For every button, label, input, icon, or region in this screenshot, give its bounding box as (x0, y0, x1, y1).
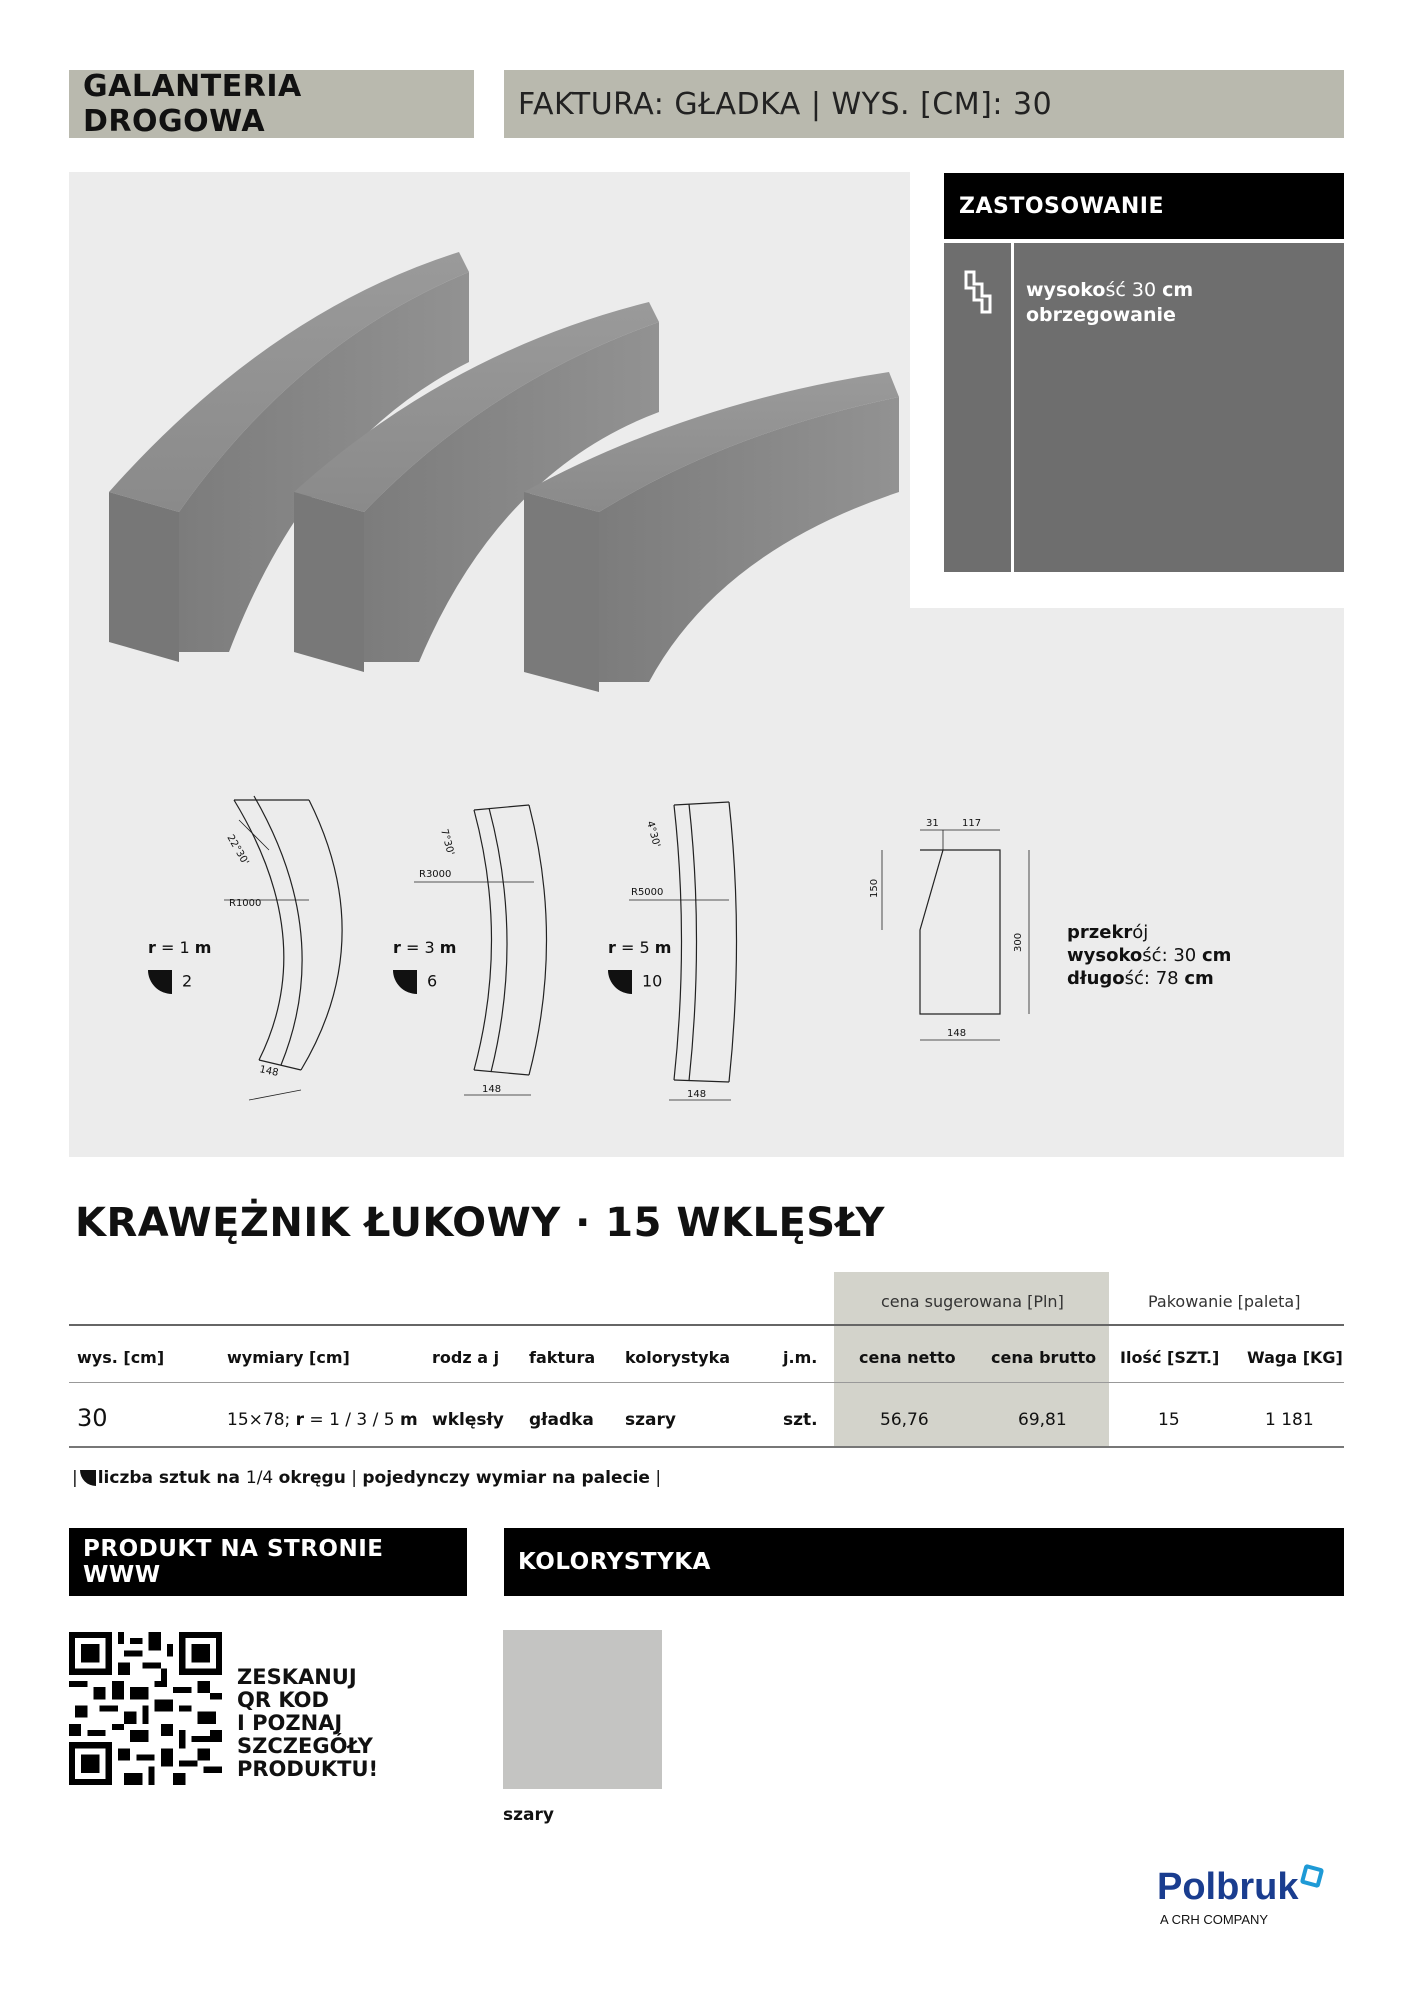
radius-label-2: r = 3 m (393, 938, 457, 957)
col-height: wys. [cm] (77, 1348, 165, 1367)
angle-2: 7°30' (438, 827, 456, 857)
row-type: wklęsły (432, 1410, 504, 1430)
row-gross: 69,81 (1018, 1410, 1067, 1430)
arc-drawing-r1 (224, 796, 342, 1100)
radius-label-3: r = 5 m (608, 938, 672, 957)
row-height: 30 (77, 1404, 108, 1432)
brand-tagline: A CRH COMPANY (1160, 1912, 1269, 1927)
col-weight: Waga [KG] (1247, 1348, 1343, 1367)
col-qty: Ilość [SZT.] (1120, 1348, 1220, 1367)
application-text: wysokość 30 cm obrzegowanie (1026, 279, 1194, 326)
colors-section-heading: KOLORYSTYKA (504, 1528, 1344, 1596)
radius-3: R5000 (631, 887, 664, 898)
brand-logo: Polbruk (1157, 1866, 1322, 1909)
cross-section-drawing (882, 830, 1029, 1040)
row-net: 56,76 (880, 1410, 929, 1430)
spec-label: FAKTURA: GŁADKA | WYS. [CM]: 30 (504, 70, 1344, 138)
section-info: przekrój wysokość: 30 cm długość: 78 cm (1067, 922, 1232, 989)
col-gross: cena brutto (991, 1348, 1097, 1367)
width-2: 148 (482, 1084, 502, 1095)
quarter-circle-icon (148, 970, 172, 994)
quarter-circle-icon (80, 1470, 96, 1486)
row-color: szary (625, 1410, 676, 1430)
row-unit: szt. (783, 1410, 818, 1430)
table-footnote: | liczba sztuk na 1/4 okręgu | pojedynczy wymiar na palecie | (72, 1468, 662, 1488)
section-left-h: 150 (869, 878, 880, 898)
table-rule-bottom (69, 1446, 1344, 1448)
quarter-circle-icon (393, 970, 417, 994)
width-3: 148 (687, 1089, 707, 1100)
col-texture: faktura (529, 1348, 596, 1367)
table-rule-mid (69, 1382, 1344, 1383)
qr-instructions: ZESKANUJ QR KOD I POZNAJ SZCZEGÓŁY PRODUKTU! (237, 1665, 379, 1781)
radius-label-1: r = 1 m (148, 938, 212, 957)
section-right-h: 300 (1013, 932, 1024, 952)
curb-profile-icon (962, 270, 994, 314)
count-label-1: 2 (148, 970, 192, 994)
col-net: cena netto (859, 1348, 956, 1367)
price-group-header: cena sugerowana [Pln] (881, 1292, 1064, 1311)
col-dims: wymiary [cm] (227, 1348, 350, 1367)
quarter-circle-icon (608, 970, 632, 994)
row-texture: gładka (529, 1410, 594, 1430)
product-title: KRAWĘŻNIK ŁUKOWY · 15 WKLĘSŁY (75, 1200, 886, 1246)
radius-2: R3000 (419, 869, 452, 880)
row-qty: 15 (1158, 1410, 1180, 1430)
section-top-a: 31 (926, 818, 939, 829)
color-swatch-label: szary (503, 1805, 554, 1825)
radius-1: R1000 (229, 898, 262, 909)
angle-1: 22°30' (224, 833, 251, 868)
width-1: 148 (258, 1064, 280, 1079)
application-heading: ZASTOSOWANIE (944, 173, 1344, 239)
row-weight: 1 181 (1265, 1410, 1314, 1430)
col-unit: j.m. (783, 1348, 818, 1367)
application-divider (1011, 243, 1014, 572)
count-label-2: 6 (393, 970, 437, 994)
count-label-3: 10 (608, 970, 662, 994)
section-bottom-w: 148 (947, 1028, 967, 1039)
category-label: GALANTERIA DROGOWA (69, 70, 474, 138)
color-swatch-grey[interactable] (503, 1630, 662, 1789)
col-color: kolorystyka (625, 1348, 731, 1367)
qr-code[interactable] (69, 1632, 222, 1785)
cube-icon (1300, 1864, 1324, 1888)
pack-group-header: Pakowanie [paleta] (1148, 1292, 1301, 1311)
row-dims: 15×78; r = 1 / 3 / 5 m (227, 1410, 418, 1430)
www-section-heading: PRODUKT NA STRONIE WWW (69, 1528, 467, 1596)
section-top-b: 117 (962, 818, 982, 829)
angle-3: 4°30' (644, 819, 662, 849)
table-rule-top (69, 1324, 1344, 1326)
col-type: rodz a j (432, 1348, 500, 1367)
